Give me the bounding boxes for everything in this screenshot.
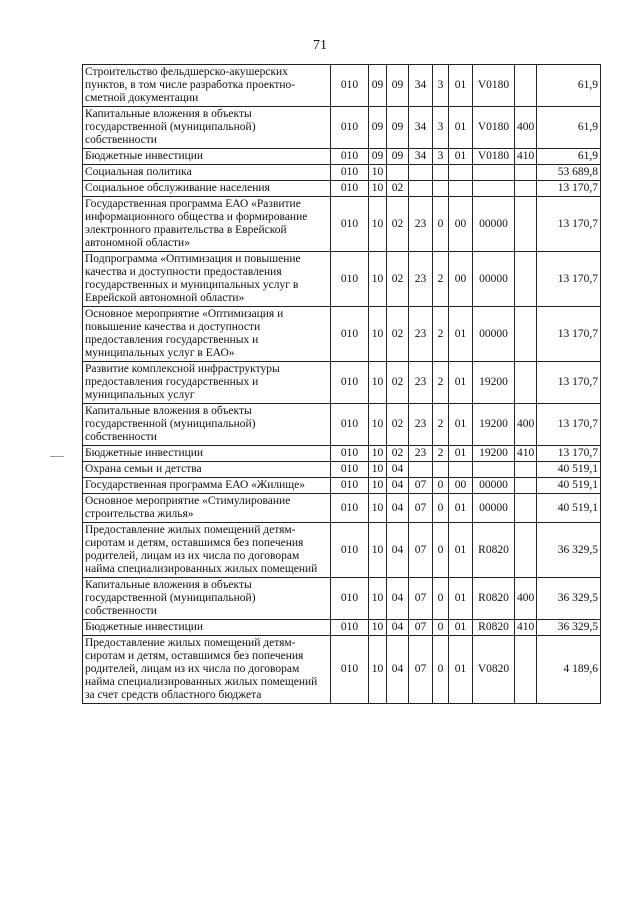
ministry-code-cell: 010 bbox=[331, 523, 369, 578]
event-code-cell: 01 bbox=[449, 362, 473, 404]
scan-mark bbox=[50, 456, 64, 457]
amount-cell: 61,9 bbox=[537, 149, 601, 165]
ministry-code-cell: 010 bbox=[331, 252, 369, 307]
event-code-cell: 01 bbox=[449, 446, 473, 462]
row-name-cell: Государственная программа ЕАО «Жилище» bbox=[83, 478, 331, 494]
expense-type-cell: 410 bbox=[515, 620, 537, 636]
expense-type-cell bbox=[515, 165, 537, 181]
subprogram-code-cell: 0 bbox=[433, 494, 449, 523]
subprogram-code-cell: 0 bbox=[433, 197, 449, 252]
program-code-cell: 07 bbox=[409, 523, 433, 578]
section-code-cell: 10 bbox=[369, 197, 387, 252]
budget-table-body bbox=[83, 65, 601, 704]
ministry-code-cell: 010 bbox=[331, 620, 369, 636]
ministry-code-cell: 010 bbox=[331, 636, 369, 704]
subprogram-code-cell bbox=[433, 181, 449, 197]
subprogram-code-cell: 0 bbox=[433, 620, 449, 636]
direction-code-cell: 19200 bbox=[473, 404, 515, 446]
direction-code-cell bbox=[473, 165, 515, 181]
amount-cell: 36 329,5 bbox=[537, 578, 601, 620]
ministry-code-cell: 010 bbox=[331, 197, 369, 252]
table-row bbox=[83, 578, 601, 620]
direction-code-cell: 00000 bbox=[473, 197, 515, 252]
program-code-cell: 23 bbox=[409, 307, 433, 362]
direction-code-cell: R0820 bbox=[473, 578, 515, 620]
expense-type-cell bbox=[515, 494, 537, 523]
row-name-cell: Капитальные вложения в объекты государственной (муниципальной) собственности bbox=[83, 404, 331, 446]
subprogram-code-cell: 3 bbox=[433, 65, 449, 107]
table-row bbox=[83, 404, 601, 446]
event-code-cell: 01 bbox=[449, 523, 473, 578]
ministry-code-cell: 010 bbox=[331, 149, 369, 165]
row-name-cell: Государственная программа ЕАО «Развитие информационного общества и формирование электронного правительства в Еврейской автономной области» bbox=[83, 197, 331, 252]
direction-code-cell: 19200 bbox=[473, 446, 515, 462]
ministry-code-cell: 010 bbox=[331, 578, 369, 620]
direction-code-cell: V0180 bbox=[473, 149, 515, 165]
section-code-cell: 10 bbox=[369, 620, 387, 636]
section-code-cell: 10 bbox=[369, 478, 387, 494]
section-code-cell: 09 bbox=[369, 65, 387, 107]
table-row bbox=[83, 252, 601, 307]
section-code-cell: 10 bbox=[369, 578, 387, 620]
expense-type-cell bbox=[515, 307, 537, 362]
ministry-code-cell: 010 bbox=[331, 165, 369, 181]
subprogram-code-cell: 0 bbox=[433, 636, 449, 704]
table-row bbox=[83, 65, 601, 107]
table-row bbox=[83, 523, 601, 578]
direction-code-cell: R0820 bbox=[473, 523, 515, 578]
table-row bbox=[83, 181, 601, 197]
program-code-cell: 07 bbox=[409, 578, 433, 620]
row-name-cell: Строительство фельдшерско-акушерских пунктов, в том числе разработка проектно-сметной документации bbox=[83, 65, 331, 107]
ministry-code-cell: 010 bbox=[331, 65, 369, 107]
table-row bbox=[83, 197, 601, 252]
direction-code-cell bbox=[473, 181, 515, 197]
section-code-cell: 10 bbox=[369, 523, 387, 578]
subsection-code-cell: 02 bbox=[387, 307, 409, 362]
row-name-cell: Охрана семьи и детства bbox=[83, 462, 331, 478]
budget-table bbox=[82, 64, 601, 704]
amount-cell: 13 170,7 bbox=[537, 307, 601, 362]
program-code-cell bbox=[409, 181, 433, 197]
event-code-cell: 01 bbox=[449, 307, 473, 362]
expense-type-cell: 400 bbox=[515, 404, 537, 446]
row-name-cell: Бюджетные инвестиции bbox=[83, 149, 331, 165]
table-row bbox=[83, 620, 601, 636]
subsection-code-cell: 04 bbox=[387, 578, 409, 620]
program-code-cell: 07 bbox=[409, 494, 433, 523]
table-row bbox=[83, 494, 601, 523]
expense-type-cell bbox=[515, 462, 537, 478]
section-code-cell: 10 bbox=[369, 362, 387, 404]
expense-type-cell bbox=[515, 181, 537, 197]
amount-cell: 36 329,5 bbox=[537, 523, 601, 578]
expense-type-cell: 400 bbox=[515, 578, 537, 620]
event-code-cell: 01 bbox=[449, 636, 473, 704]
event-code-cell bbox=[449, 462, 473, 478]
section-code-cell: 09 bbox=[369, 149, 387, 165]
subsection-code-cell: 04 bbox=[387, 523, 409, 578]
page-number: 71 bbox=[313, 38, 327, 53]
program-code-cell bbox=[409, 462, 433, 478]
event-code-cell: 01 bbox=[449, 65, 473, 107]
subsection-code-cell: 04 bbox=[387, 494, 409, 523]
table-row bbox=[83, 149, 601, 165]
row-name-cell: Бюджетные инвестиции bbox=[83, 446, 331, 462]
program-code-cell: 07 bbox=[409, 478, 433, 494]
section-code-cell: 10 bbox=[369, 494, 387, 523]
row-name-cell: Развитие комплексной инфраструктуры предоставления государственных и муниципальных услуг bbox=[83, 362, 331, 404]
program-code-cell: 23 bbox=[409, 197, 433, 252]
event-code-cell: 01 bbox=[449, 494, 473, 523]
direction-code-cell: V0820 bbox=[473, 636, 515, 704]
subsection-code-cell: 02 bbox=[387, 252, 409, 307]
amount-cell: 61,9 bbox=[537, 107, 601, 149]
ministry-code-cell: 010 bbox=[331, 362, 369, 404]
subprogram-code-cell: 2 bbox=[433, 404, 449, 446]
amount-cell: 36 329,5 bbox=[537, 620, 601, 636]
direction-code-cell: 00000 bbox=[473, 494, 515, 523]
event-code-cell: 00 bbox=[449, 197, 473, 252]
event-code-cell: 00 bbox=[449, 252, 473, 307]
expense-type-cell bbox=[515, 478, 537, 494]
table-row bbox=[83, 165, 601, 181]
subsection-code-cell bbox=[387, 165, 409, 181]
program-code-cell: 34 bbox=[409, 149, 433, 165]
amount-cell: 13 170,7 bbox=[537, 404, 601, 446]
subsection-code-cell: 04 bbox=[387, 478, 409, 494]
event-code-cell: 01 bbox=[449, 107, 473, 149]
program-code-cell: 07 bbox=[409, 636, 433, 704]
expense-type-cell bbox=[515, 636, 537, 704]
amount-cell: 13 170,7 bbox=[537, 446, 601, 462]
ministry-code-cell: 010 bbox=[331, 181, 369, 197]
subsection-code-cell: 02 bbox=[387, 446, 409, 462]
amount-cell: 40 519,1 bbox=[537, 462, 601, 478]
row-name-cell: Предоставление жилых помещений детям-сиротам и детям, оставшимся без попечения родителей, лицам из их числа по договорам найма специализированных жилых помещений bbox=[83, 523, 331, 578]
section-code-cell: 10 bbox=[369, 636, 387, 704]
row-name-cell: Социальная политика bbox=[83, 165, 331, 181]
direction-code-cell: 19200 bbox=[473, 362, 515, 404]
table-row bbox=[83, 462, 601, 478]
ministry-code-cell: 010 bbox=[331, 494, 369, 523]
section-code-cell: 10 bbox=[369, 181, 387, 197]
subprogram-code-cell bbox=[433, 462, 449, 478]
amount-cell: 4 189,6 bbox=[537, 636, 601, 704]
program-code-cell: 34 bbox=[409, 107, 433, 149]
ministry-code-cell: 010 bbox=[331, 462, 369, 478]
section-code-cell: 10 bbox=[369, 446, 387, 462]
program-code-cell: 23 bbox=[409, 252, 433, 307]
subsection-code-cell: 09 bbox=[387, 149, 409, 165]
program-code-cell: 23 bbox=[409, 404, 433, 446]
amount-cell: 13 170,7 bbox=[537, 252, 601, 307]
amount-cell: 53 689,8 bbox=[537, 165, 601, 181]
row-name-cell: Основное мероприятие «Оптимизация и повышение качества и доступности предоставления государственных и муниципальных услуг в ЕАО» bbox=[83, 307, 331, 362]
subprogram-code-cell: 2 bbox=[433, 362, 449, 404]
table-row bbox=[83, 478, 601, 494]
subprogram-code-cell: 3 bbox=[433, 149, 449, 165]
row-name-cell: Основное мероприятие «Стимулирование строительства жилья» bbox=[83, 494, 331, 523]
table-row bbox=[83, 446, 601, 462]
subsection-code-cell: 04 bbox=[387, 462, 409, 478]
subprogram-code-cell: 2 bbox=[433, 307, 449, 362]
event-code-cell: 01 bbox=[449, 149, 473, 165]
amount-cell: 61,9 bbox=[537, 65, 601, 107]
subprogram-code-cell: 2 bbox=[433, 252, 449, 307]
amount-cell: 13 170,7 bbox=[537, 362, 601, 404]
expense-type-cell bbox=[515, 65, 537, 107]
expense-type-cell bbox=[515, 252, 537, 307]
program-code-cell: 23 bbox=[409, 446, 433, 462]
subsection-code-cell: 04 bbox=[387, 636, 409, 704]
ministry-code-cell: 010 bbox=[331, 478, 369, 494]
event-code-cell bbox=[449, 165, 473, 181]
program-code-cell: 23 bbox=[409, 362, 433, 404]
table-row bbox=[83, 636, 601, 704]
subsection-code-cell: 02 bbox=[387, 404, 409, 446]
amount-cell: 40 519,1 bbox=[537, 494, 601, 523]
subprogram-code-cell: 2 bbox=[433, 446, 449, 462]
subsection-code-cell: 02 bbox=[387, 181, 409, 197]
amount-cell: 13 170,7 bbox=[537, 181, 601, 197]
ministry-code-cell: 010 bbox=[331, 107, 369, 149]
subsection-code-cell: 02 bbox=[387, 362, 409, 404]
amount-cell: 13 170,7 bbox=[537, 197, 601, 252]
subsection-code-cell: 09 bbox=[387, 65, 409, 107]
row-name-cell: Капитальные вложения в объекты государственной (муниципальной) собственности bbox=[83, 578, 331, 620]
subsection-code-cell: 02 bbox=[387, 197, 409, 252]
section-code-cell: 10 bbox=[369, 462, 387, 478]
event-code-cell bbox=[449, 181, 473, 197]
row-name-cell: Предоставление жилых помещений детям-сиротам и детям, оставшимся без попечения родителей, лицам из их числа по договорам найма специализированных жилых помещений за счет средств областного бюджета bbox=[83, 636, 331, 704]
event-code-cell: 01 bbox=[449, 404, 473, 446]
subprogram-code-cell: 0 bbox=[433, 478, 449, 494]
amount-cell: 40 519,1 bbox=[537, 478, 601, 494]
direction-code-cell: 00000 bbox=[473, 252, 515, 307]
subprogram-code-cell: 0 bbox=[433, 578, 449, 620]
expense-type-cell: 400 bbox=[515, 107, 537, 149]
program-code-cell bbox=[409, 165, 433, 181]
event-code-cell: 01 bbox=[449, 620, 473, 636]
section-code-cell: 10 bbox=[369, 252, 387, 307]
event-code-cell: 01 bbox=[449, 578, 473, 620]
row-name-cell: Бюджетные инвестиции bbox=[83, 620, 331, 636]
expense-type-cell: 410 bbox=[515, 149, 537, 165]
row-name-cell: Капитальные вложения в объекты государственной (муниципальной) собственности bbox=[83, 107, 331, 149]
expense-type-cell bbox=[515, 523, 537, 578]
table-row bbox=[83, 107, 601, 149]
section-code-cell: 10 bbox=[369, 165, 387, 181]
subprogram-code-cell: 3 bbox=[433, 107, 449, 149]
subsection-code-cell: 04 bbox=[387, 620, 409, 636]
direction-code-cell: V0180 bbox=[473, 65, 515, 107]
row-name-cell: Социальное обслуживание населения bbox=[83, 181, 331, 197]
section-code-cell: 09 bbox=[369, 107, 387, 149]
section-code-cell: 10 bbox=[369, 404, 387, 446]
direction-code-cell: 00000 bbox=[473, 478, 515, 494]
event-code-cell: 00 bbox=[449, 478, 473, 494]
program-code-cell: 07 bbox=[409, 620, 433, 636]
subprogram-code-cell: 0 bbox=[433, 523, 449, 578]
program-code-cell: 34 bbox=[409, 65, 433, 107]
direction-code-cell: R0820 bbox=[473, 620, 515, 636]
expense-type-cell bbox=[515, 197, 537, 252]
table-row bbox=[83, 362, 601, 404]
table-row bbox=[83, 307, 601, 362]
row-name-cell: Подпрограмма «Оптимизация и повышение качества и доступности предоставления государственных и муниципальных услуг в Еврейской автономной области» bbox=[83, 252, 331, 307]
ministry-code-cell: 010 bbox=[331, 404, 369, 446]
ministry-code-cell: 010 bbox=[331, 307, 369, 362]
direction-code-cell bbox=[473, 462, 515, 478]
section-code-cell: 10 bbox=[369, 307, 387, 362]
direction-code-cell: V0180 bbox=[473, 107, 515, 149]
subsection-code-cell: 09 bbox=[387, 107, 409, 149]
direction-code-cell: 00000 bbox=[473, 307, 515, 362]
expense-type-cell bbox=[515, 362, 537, 404]
expense-type-cell: 410 bbox=[515, 446, 537, 462]
subprogram-code-cell bbox=[433, 165, 449, 181]
ministry-code-cell: 010 bbox=[331, 446, 369, 462]
